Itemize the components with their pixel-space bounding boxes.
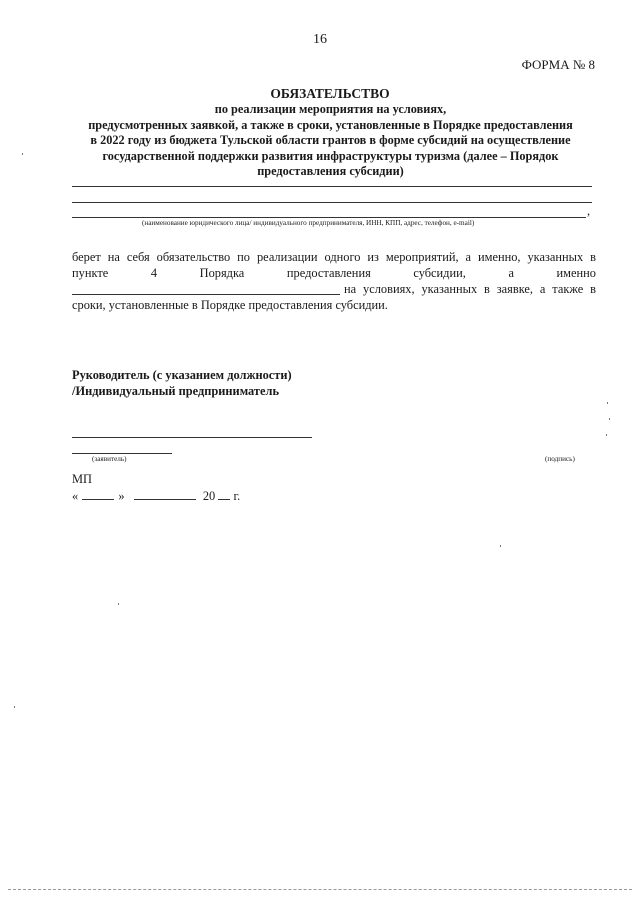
applicant-caption: (наименование юридического лица/ индивидуального предпринимателя, ИНН, КПП, адрес, телефон, e-mail) — [142, 219, 475, 227]
document-title: ОБЯЗАТЕЛЬСТВО — [270, 86, 390, 101]
scan-speck — [22, 153, 23, 155]
obligation-line-2 — [72, 266, 596, 281]
year-suffix: г. — [233, 489, 241, 503]
subtitle-line: предусмотренных заявкой, а также в сроки, установленные в Порядке предоставления — [88, 117, 573, 132]
date-line — [72, 489, 240, 504]
day-blank — [82, 498, 114, 500]
signature-caption: (подпись) — [545, 455, 575, 463]
applicant-caption-small: (заявитель) — [92, 455, 127, 463]
applicant-fill-line — [72, 217, 586, 218]
obligation-line-3: на условиях, указанных в заявке, а также в — [344, 282, 596, 296]
scan-speck — [607, 402, 608, 404]
word: субсидии, — [413, 266, 466, 280]
word: предоставления — [286, 266, 371, 280]
subtitle-line: по реализации мероприятия на условиях, — [214, 102, 447, 116]
subtitle-line: в 2022 году из бюджета Тульской области грантов в форме субсидий на осуществление — [90, 133, 571, 147]
signatory-fill-line — [72, 437, 312, 438]
year-blank — [218, 498, 230, 500]
signatory-line: /Индивидуальный предприниматель — [72, 384, 280, 398]
word: 4 — [150, 266, 158, 280]
scan-speck — [500, 545, 501, 547]
applicant-name-line — [72, 453, 172, 454]
document-subtitle — [58, 102, 603, 180]
form-label: ФОРМА № 8 — [521, 57, 595, 72]
year-prefix: 20 — [202, 489, 216, 503]
applicant-trailing-comma: , — [587, 204, 591, 218]
scan-speck — [609, 418, 610, 420]
applicant-fill-line — [72, 202, 592, 203]
signatory-title — [72, 367, 292, 399]
open-quote: « — [72, 489, 79, 503]
word: а — [508, 266, 514, 280]
scan-speck — [606, 434, 607, 436]
signatory-line: Руководитель (с указанием должности) — [72, 368, 292, 382]
scan-speck — [118, 603, 119, 605]
subtitle-line: государственной поддержки развития инфраструктуры туризма (далее – Порядок — [102, 148, 559, 163]
close-quote: » — [118, 489, 125, 503]
obligation-line-1: берет на себя обязательство по реализации одного из мероприятий, а именно, указанных в — [72, 250, 596, 264]
word: пункте — [72, 266, 109, 280]
applicant-fill-line — [72, 186, 592, 187]
event-fill-line — [72, 294, 340, 295]
scan-speck — [14, 706, 15, 708]
subtitle-line: предоставления субсидии) — [257, 164, 404, 178]
month-blank — [134, 498, 196, 500]
stamp-label: МП — [72, 472, 92, 486]
page-number: 16 — [313, 32, 327, 47]
word: именно — [556, 266, 596, 280]
obligation-line-4: сроки, установленные в Порядке предоставления субсидии. — [72, 298, 388, 312]
scan-edge-dashes — [8, 889, 632, 890]
word: Порядка — [199, 266, 245, 280]
